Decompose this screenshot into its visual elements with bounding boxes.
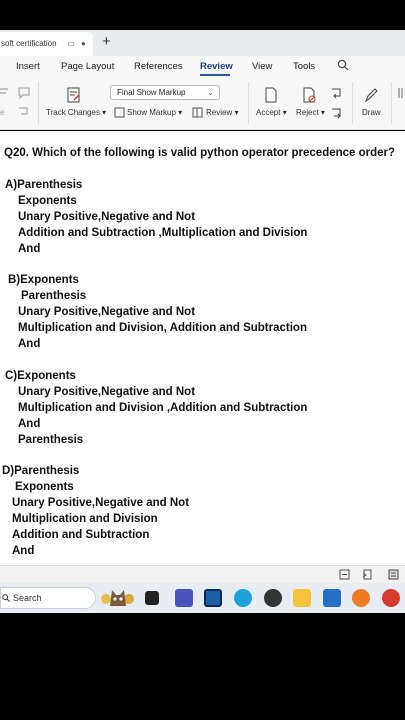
partial-label: e (0, 108, 5, 117)
option-a-label: A)Parenthesis (5, 179, 83, 191)
dell-icon[interactable] (204, 589, 222, 607)
active-tab-indicator (200, 74, 230, 76)
wps-office-icon[interactable] (382, 589, 400, 607)
option-b-line: Unary Positive,Negative and Not (18, 306, 196, 318)
review-ribbon (0, 78, 405, 130)
ribbon-separator (352, 82, 353, 124)
more-icon[interactable] (397, 86, 405, 100)
show-markup-icon[interactable] (114, 107, 125, 118)
previous-comment-icon[interactable] (17, 106, 31, 118)
taskbar-search[interactable] (0, 587, 96, 609)
option-d-line: Addition and Subtraction (12, 529, 150, 541)
markup-mode-select[interactable] (110, 85, 220, 100)
previous-change-icon[interactable] (330, 86, 344, 100)
option-a-line: Unary Positive,Negative and Not (18, 211, 196, 223)
track-changes-icon[interactable] (65, 86, 83, 104)
menu-references[interactable]: References (134, 61, 183, 72)
edge-icon[interactable] (234, 589, 252, 607)
reject-label[interactable]: Reject ▾ (296, 108, 325, 117)
new-tab-button[interactable]: + (102, 33, 111, 50)
draw-pen-icon[interactable] (363, 86, 379, 104)
search-label: Search (13, 593, 42, 603)
web-layout-icon[interactable] (388, 569, 399, 580)
ribbon-separator (38, 82, 39, 124)
ribbon-separator (391, 82, 392, 124)
accept-label[interactable]: Accept ▾ (256, 108, 287, 117)
menu-tools[interactable]: Tools (293, 61, 316, 72)
teams-icon[interactable] (175, 589, 193, 607)
option-b-label: B)Exponents (8, 274, 79, 286)
menu-view[interactable]: View (252, 61, 273, 72)
reject-icon[interactable] (301, 86, 317, 104)
close-dot-icon[interactable]: ● (81, 39, 86, 49)
store-icon[interactable] (323, 589, 341, 607)
firefox-icon[interactable] (352, 589, 370, 607)
option-c-line: Multiplication and Division ,Addition and Subtraction (18, 402, 308, 414)
accept-icon[interactable] (263, 86, 279, 104)
document-page[interactable] (0, 131, 405, 565)
menu-page-layout[interactable]: Page Layout (61, 61, 115, 72)
menu-bar (0, 56, 405, 78)
menu-review[interactable]: Review (200, 61, 233, 72)
review-pane-label[interactable]: Review ▾ (206, 108, 239, 117)
menu-insert[interactable]: Insert (16, 61, 40, 72)
show-markup-label[interactable]: Show Markup ▾ (127, 108, 183, 117)
search-icon (2, 594, 10, 602)
print-layout-icon[interactable] (362, 569, 373, 580)
option-d-label: D)Parenthesis (2, 465, 80, 477)
status-bar (0, 565, 405, 583)
camera-app-icon[interactable] (264, 589, 282, 607)
option-a-line: And (18, 243, 41, 255)
option-a-line: Exponents (18, 195, 77, 207)
option-c-line: Parenthesis (18, 434, 84, 446)
draw-label[interactable]: Draw (362, 108, 381, 117)
taskbar (0, 583, 405, 613)
option-b-line: Multiplication and Division, Addition and Subtraction (18, 322, 307, 334)
read-mode-icon[interactable] (339, 569, 350, 580)
option-a-line: Addition and Subtraction ,Multiplication and Division (18, 227, 308, 239)
question-text: Q20. Which of the following is valid python operator precedence order? (4, 147, 396, 159)
option-b-line: And (18, 338, 41, 350)
track-changes-label[interactable]: Track Changes ▾ (46, 108, 107, 117)
chevron-down-icon: ⌄ (207, 88, 214, 97)
markup-mode-value: Final Show Markup (117, 88, 186, 97)
option-b-line: Parenthesis (21, 290, 87, 302)
title-bar (0, 30, 405, 56)
task-view-icon[interactable] (145, 591, 159, 605)
new-comment-icon[interactable] (17, 86, 31, 100)
widget-cat-icon[interactable] (100, 586, 136, 610)
document-tab[interactable] (0, 32, 93, 56)
option-d-line: Exponents (15, 481, 74, 493)
option-d-line: And (12, 545, 35, 557)
option-d-line: Multiplication and Division (12, 513, 158, 525)
spelling-icon[interactable] (0, 87, 12, 101)
document-tab-title: soft certification (1, 39, 57, 49)
window-icon[interactable]: ▭ (67, 39, 75, 49)
search-icon[interactable] (337, 59, 349, 71)
next-change-icon[interactable] (330, 106, 344, 120)
option-c-line: And (18, 418, 41, 430)
ribbon-separator (248, 82, 249, 124)
option-c-label: C)Exponents (5, 370, 76, 382)
option-d-line: Unary Positive,Negative and Not (12, 497, 190, 509)
review-pane-icon[interactable] (192, 107, 203, 118)
option-c-line: Unary Positive,Negative and Not (18, 386, 196, 398)
file-explorer-icon[interactable] (293, 589, 311, 607)
